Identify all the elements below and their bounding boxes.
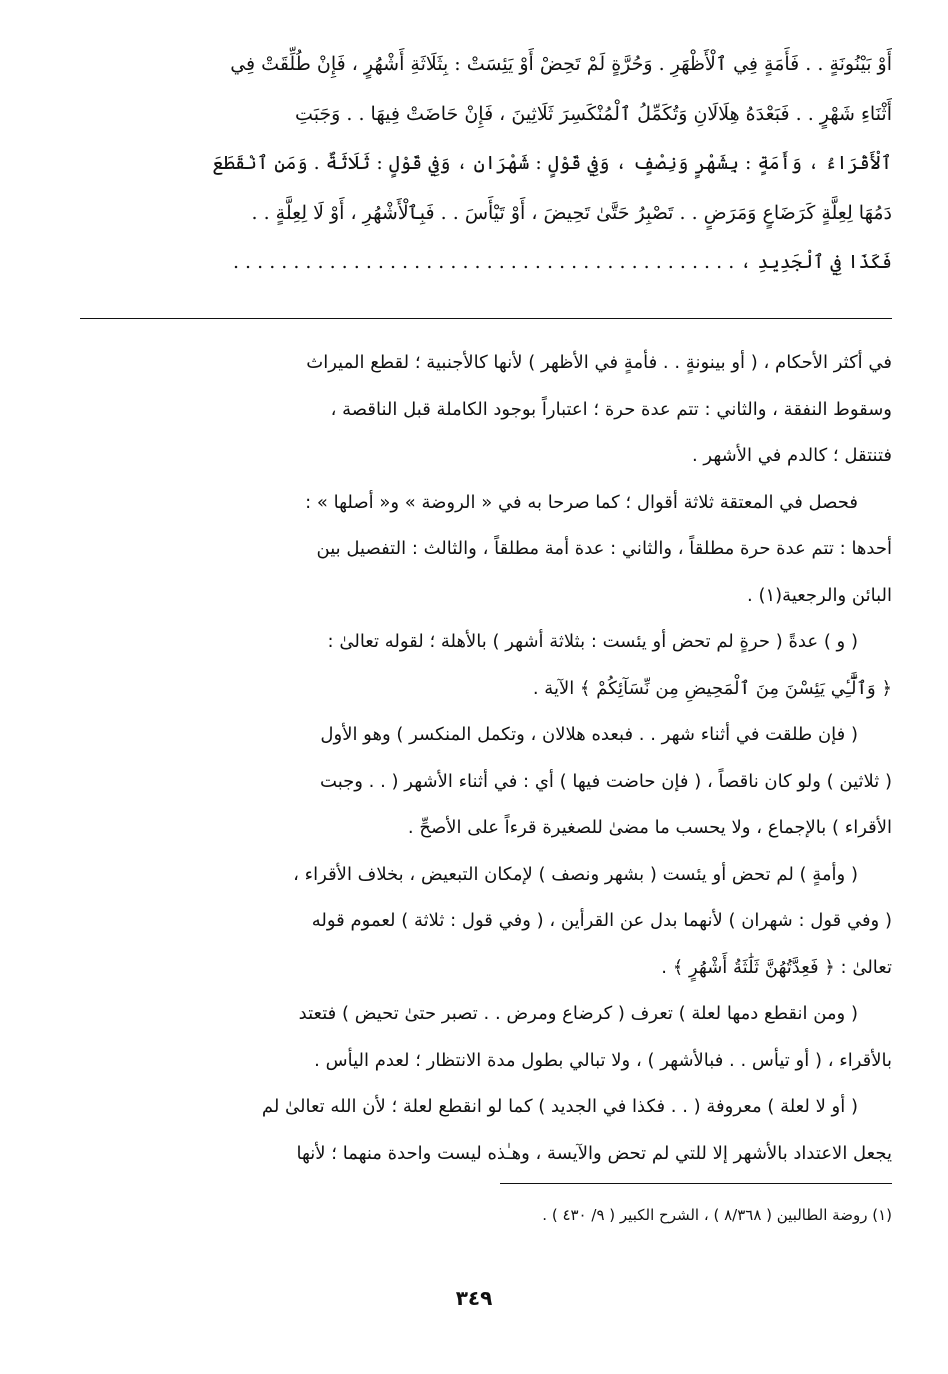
commentary-block: [80, 340, 892, 1177]
matn-line: أَثْنَاءِ شَهْرٍ . . فَبَعْدَهُ هِلَالَانِ وَتُكَمِّلُ ٱلْمُنْكَسِرَ ثَلَاثِينَ ، فَإِنْ حَاضَتْ فِيهَا . . وَجَبَتِ: [295, 102, 892, 125]
matn-text-block: [80, 40, 892, 288]
commentary-line: ( وفي قول : شهران ) لأنهما بدل عن القرأين ، ( وفي قول : ثلاثة ) لعموم قوله: [311, 910, 892, 931]
commentary-line: يجعل الاعتداد بالأشهر إلا للتي لم تحض والآيسة ، وهـٰذه ليست واحدة منهما ؛ لأنها: [296, 1142, 892, 1164]
commentary-line: فتنتقل ؛ كالدم في الأشهر .: [691, 445, 892, 466]
footnote-divider: [500, 1183, 892, 1184]
matn-line: أَوْ بَيْنُونَةٍ . . فَأَمَةٍ فِي ٱلْأَظْهَرِ . وَحُرَّةٍ لَمْ تَحِضْ أَوْ يَئِسَتْ : بِثَلَاثَةِ أَشْهُرٍ ، فَإِنْ طُلِّقَتْ فِي: [230, 53, 892, 75]
commentary-line: أحدها : تتم عدة حرة مطلقاً ، والثاني : عدة أمة مطلقاً ، والثالث : التفصيل بين: [316, 538, 892, 559]
commentary-paragraph: [80, 340, 892, 480]
commentary-line: ( أو لا لعلة ) معروفة ( . . فكذا في الجديد ) كما لو انقطع لعلة ؛ لأن الله تعالىٰ لم: [261, 1096, 858, 1117]
commentary-paragraph: [80, 852, 892, 992]
matn-line: فَكَذَا فِي ٱلْجَدِيدِ ، . . . . . . . . . . . . . . . . . . . . . . . . . . . . . . . . . . . . . . . . . .: [232, 251, 892, 273]
quran-verse-line: ﴿ وَٱلَّٰٓـِٔي يَئِسْنَ مِنَ ٱلْمَحِيضِ مِن نِّسَآئِكُمْ ﴾ الآية .: [532, 677, 892, 699]
commentary-paragraph: [80, 991, 892, 1084]
matn-line: دَمُهَا لِعِلَّةٍ كَرَضَاعٍ وَمَرَضٍ . . تَصْبِرُ حَتَّىٰ تَحِيضَ ، أَوْ تَيْأَسَ . . فَبِٱلْأَشْهُرِ ، أَوْ لَا لِعِلَّةٍ . .: [251, 201, 892, 224]
footnote: (١) روضة الطالبين ( ٨/٣٦٨ ) ، الشرح الكبير ( ٩/ ٤٣٠ ) .: [542, 1206, 892, 1224]
commentary-paragraph: [80, 480, 892, 620]
commentary-line: فحصل في المعتقة ثلاثة أقوال ؛ كما صرحا به في « الروضة » و« أصلها » :: [305, 491, 858, 513]
quran-verse-line: تعالىٰ : ﴿ فَعِدَّتُهُنَّ ثَلَٰثَةُ أَشْهُرٍ ﴾ .: [661, 956, 892, 978]
commentary-line: ( وأمةٍ ) لم تحض أو يئست ( بشهر ونصف ) لإمكان التبعيض ، بخلاف الأقراء ،: [293, 863, 858, 885]
matn-divider: [80, 318, 892, 319]
commentary-paragraph: [80, 619, 892, 712]
commentary-line: ( فإن طلقت في أثناء شهر . . فبعده هلالان ، وتكمل المنكسر ) وهو الأول: [320, 724, 858, 745]
page-number: ٣٤٩: [455, 1286, 493, 1310]
commentary-paragraph: [80, 1084, 892, 1177]
commentary-line: ( ومن انقطع دمها لعلة ) تعرف ( كرضاع ومرض . . تصبر حتىٰ تحيض ) فتعتد: [298, 1003, 858, 1024]
commentary-line: الأقراء ) بالإجماع ، ولا يحسب ما مضىٰ للصغيرة قرءاً على الأصحِّ .: [407, 817, 892, 838]
commentary-line: في أكثر الأحكام ، ( أو بينونةٍ . . فأمةٍ في الأظهر ) لأنها كالأجنبية ؛ لقطع الميراث: [306, 352, 892, 373]
commentary-paragraph: [80, 712, 892, 852]
commentary-line: بالأقراء ، ( أو تيأس . . فبالأشهر ) ، ولا تبالي بطول مدة الانتظار ؛ لعدم اليأس .: [314, 1049, 892, 1071]
matn-line: ٱلْأَقْرَاءُ ، وَأَمَةٍ : بِشَهْرٍ وَنِصْفٍ ، وَفِي قَوْلٍ : شَهْرَانِ ، وَفِي قَوْلٍ : ثَلَاثَةٌ . وَمَنِ ٱنْقَطَعَ: [212, 152, 892, 174]
commentary-line: ( و ) عدةً ( حرةٍ لم تحض أو يئست : بثلاثة أشهر ) بالأهلة ؛ لقوله تعالىٰ :: [327, 631, 858, 652]
commentary-line: وسقوط النفقة ، والثاني : تتم عدة حرة ؛ اعتباراً بوجود الكاملة قبل الناقصة ،: [330, 398, 892, 420]
commentary-line: ( ثلاثين ) ولو كان ناقصاً ، ( فإن حاضت فيها ) أي : في أثناء الأشهر ( . . وجبت: [320, 770, 892, 792]
commentary-line: البائن والرجعية(١) .: [747, 584, 892, 606]
